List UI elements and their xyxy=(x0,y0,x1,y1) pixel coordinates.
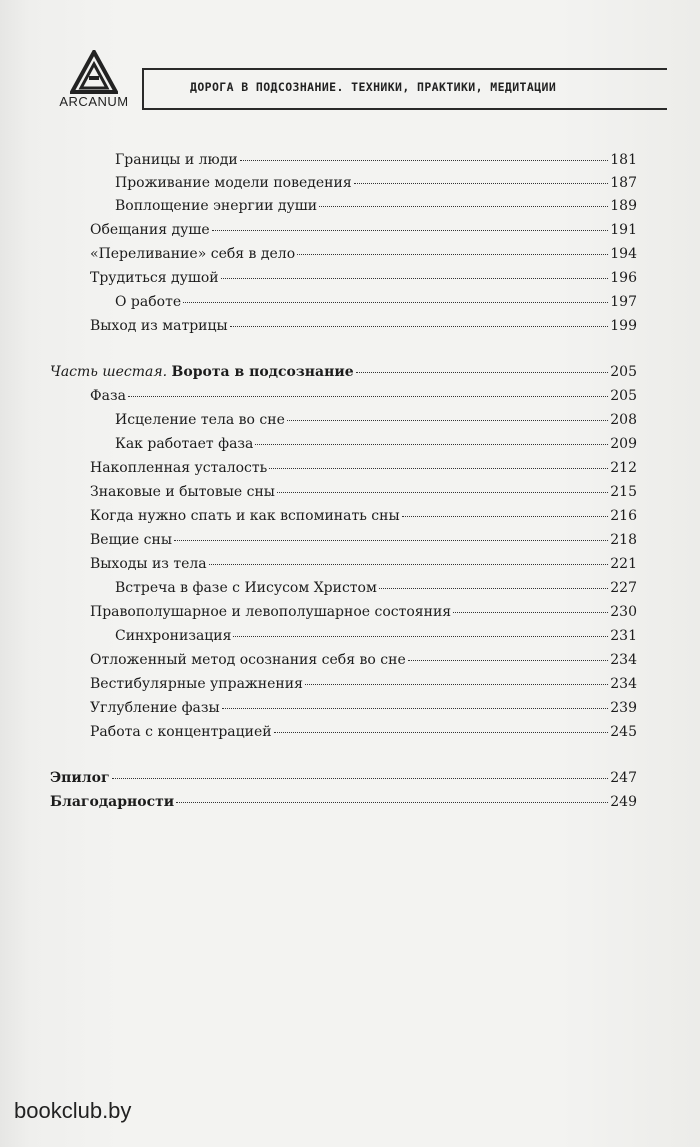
toc-entry-title xyxy=(90,508,400,524)
toc-entry-title xyxy=(90,700,220,716)
entry-title-text: Вестибулярные упражнения xyxy=(90,676,303,692)
toc-entry xyxy=(115,175,637,191)
toc-entry-title xyxy=(90,652,406,668)
toc-entry-title xyxy=(90,222,210,238)
toc-entry xyxy=(90,652,637,668)
toc-entry xyxy=(90,556,637,572)
running-header-title: ДОРОГА В ПОДСОЗНАНИЕ. ТЕХНИКИ, ПРАКТИКИ, МЕДИТАЦИИ xyxy=(190,80,557,94)
logo-text: ARCANUM xyxy=(59,94,129,109)
dot-leader xyxy=(240,160,609,161)
toc-entry xyxy=(90,388,637,404)
toc-entry-title xyxy=(115,294,181,310)
dot-leader xyxy=(297,254,608,255)
header-rule-bottom xyxy=(142,108,667,110)
dot-leader xyxy=(128,396,608,397)
dot-leader xyxy=(183,302,608,303)
toc-entry xyxy=(90,508,637,524)
toc-entry xyxy=(90,700,637,716)
dot-leader xyxy=(222,708,609,709)
toc-entry xyxy=(115,580,637,596)
toc-entry xyxy=(50,770,637,786)
part-title: Ворота в подсознание xyxy=(171,364,354,380)
dot-leader xyxy=(356,372,609,373)
toc-entry xyxy=(90,460,637,476)
toc-entry xyxy=(90,532,637,548)
toc-entry-page: 231 xyxy=(610,628,637,644)
dot-leader xyxy=(176,802,608,803)
dot-leader xyxy=(319,206,608,207)
dot-leader xyxy=(112,778,609,779)
toc-entry-page: 205 xyxy=(610,388,637,404)
dot-leader xyxy=(402,516,609,517)
toc-entry-page: 215 xyxy=(610,484,637,500)
entry-title-text: Синхронизация xyxy=(115,628,232,644)
toc-entry-page: 234 xyxy=(610,676,637,692)
dot-leader xyxy=(305,684,608,685)
toc-entry xyxy=(115,436,637,452)
dot-leader xyxy=(354,183,609,184)
entry-title-text: Трудиться душой xyxy=(90,270,219,286)
toc-entry xyxy=(115,152,637,168)
toc-entry-page: 245 xyxy=(610,724,637,740)
toc-entry-page: 187 xyxy=(610,175,637,191)
entry-title-text: Знаковые и бытовые сны xyxy=(90,484,275,500)
dot-leader xyxy=(453,612,608,613)
toc-entry-title xyxy=(115,436,253,452)
entry-title-text: Воплощение энергии души xyxy=(115,198,318,214)
entry-title-text: Выход из матрицы xyxy=(90,318,228,334)
entry-title-text: «Переливание» себя в дело xyxy=(90,246,296,262)
toc-entry-page: 191 xyxy=(610,222,637,238)
toc-entry xyxy=(115,198,637,214)
dot-leader xyxy=(277,492,608,493)
entry-title-text: О работе xyxy=(115,294,182,310)
entry-title-text: Углубление фазы xyxy=(90,700,220,716)
toc-entry xyxy=(90,724,637,740)
toc-entry-title xyxy=(115,412,285,428)
toc-entry-title xyxy=(90,676,303,692)
entry-title-text: Фаза xyxy=(90,388,126,404)
header-rule-left xyxy=(142,68,144,110)
entry-title-text: Эпилог xyxy=(50,770,110,786)
dot-leader xyxy=(408,660,609,661)
arcanum-logo-icon xyxy=(70,50,118,94)
toc-entry-page: 247 xyxy=(610,770,637,786)
dot-leader xyxy=(233,636,608,637)
toc-entry xyxy=(90,676,637,692)
entry-title-text: Правополушарное и левополушарное состояния xyxy=(90,604,452,620)
dot-leader xyxy=(212,230,609,231)
toc-entry xyxy=(90,604,637,620)
toc-entry xyxy=(90,484,637,500)
toc-entry-page: 196 xyxy=(610,270,637,286)
entry-title-text: Проживание модели поведения xyxy=(115,175,352,191)
toc-entry-title xyxy=(115,175,352,191)
toc-entry-page: 218 xyxy=(610,532,637,548)
toc-entry xyxy=(90,318,637,334)
toc-entry-page: 221 xyxy=(610,556,637,572)
toc-entry-page: 208 xyxy=(610,412,637,428)
toc-entry xyxy=(90,270,637,286)
toc-entry-page: 249 xyxy=(610,794,637,810)
toc-entry-title xyxy=(90,604,451,620)
toc-entry xyxy=(115,628,637,644)
dot-leader xyxy=(230,326,609,327)
dot-leader xyxy=(274,732,609,733)
toc-entry xyxy=(115,412,637,428)
toc-entry-title xyxy=(90,388,126,404)
publisher-logo xyxy=(46,50,142,126)
toc-entry-page: 227 xyxy=(610,580,637,596)
part-label: Часть шестая. xyxy=(50,364,168,380)
toc-entry-title xyxy=(90,460,267,476)
site-watermark: bookclub.by xyxy=(14,1098,132,1123)
toc-entry xyxy=(90,246,637,262)
toc-entry xyxy=(50,364,637,380)
toc-entry xyxy=(50,794,637,810)
toc-entry xyxy=(115,294,637,310)
entry-title-text: Вещие сны xyxy=(90,532,172,548)
toc-entry-page: 189 xyxy=(610,198,637,214)
entry-title-text: Выходы из тела xyxy=(90,556,207,572)
toc-entry-page: 199 xyxy=(610,318,637,334)
entry-title-text: Исцеление тела во сне xyxy=(115,412,285,428)
dot-leader xyxy=(379,588,608,589)
dot-leader xyxy=(174,540,608,541)
entry-title-text: Как работает фаза xyxy=(115,436,254,452)
dot-leader xyxy=(209,564,609,565)
dot-leader xyxy=(269,468,608,469)
toc-entry-title xyxy=(90,270,219,286)
toc-entry-title xyxy=(90,724,272,740)
entry-title-text: Отложенный метод осознания себя во сне xyxy=(90,652,406,668)
header-rule-top xyxy=(142,68,667,70)
toc-entry-title xyxy=(90,318,228,334)
toc-entry-title xyxy=(90,532,172,548)
toc-entry-title xyxy=(115,580,377,596)
dot-leader xyxy=(221,278,609,279)
toc-entry-page: 181 xyxy=(610,152,637,168)
toc-entry-page: 239 xyxy=(610,700,637,716)
toc-entry-page: 212 xyxy=(610,460,637,476)
entry-title-text: Благодарности xyxy=(50,794,175,810)
toc-entry-title xyxy=(90,246,295,262)
dot-leader xyxy=(255,444,608,445)
toc-entry-title xyxy=(50,794,174,810)
toc-entry-title xyxy=(115,198,317,214)
entry-title-text: Когда нужно спать и как вспоминать сны xyxy=(90,508,400,524)
entry-title-text: Границы и люди xyxy=(115,152,238,168)
toc-entry-page: 194 xyxy=(610,246,637,262)
toc-entry-title xyxy=(50,770,110,786)
toc-entry-title xyxy=(115,152,238,168)
toc-entry-page: 205 xyxy=(610,364,637,380)
toc-entry xyxy=(90,222,637,238)
entry-title-text: Обещания душе xyxy=(90,222,210,238)
toc-entry-page: 234 xyxy=(610,652,637,668)
toc-entry-page: 230 xyxy=(610,604,637,620)
toc-entry-title xyxy=(90,484,275,500)
toc-entry-title xyxy=(50,364,354,380)
toc-entry-page: 216 xyxy=(610,508,637,524)
entry-title-text: Встреча в фазе с Иисусом Христом xyxy=(115,580,377,596)
toc-entry-page: 197 xyxy=(610,294,637,310)
toc-entry-title xyxy=(115,628,231,644)
entry-title-text: Накопленная усталость xyxy=(90,460,268,476)
dot-leader xyxy=(287,420,608,421)
entry-title-text: Работа с концентрацией xyxy=(90,724,272,740)
toc-entry-title xyxy=(90,556,207,572)
toc-entry-page: 209 xyxy=(610,436,637,452)
